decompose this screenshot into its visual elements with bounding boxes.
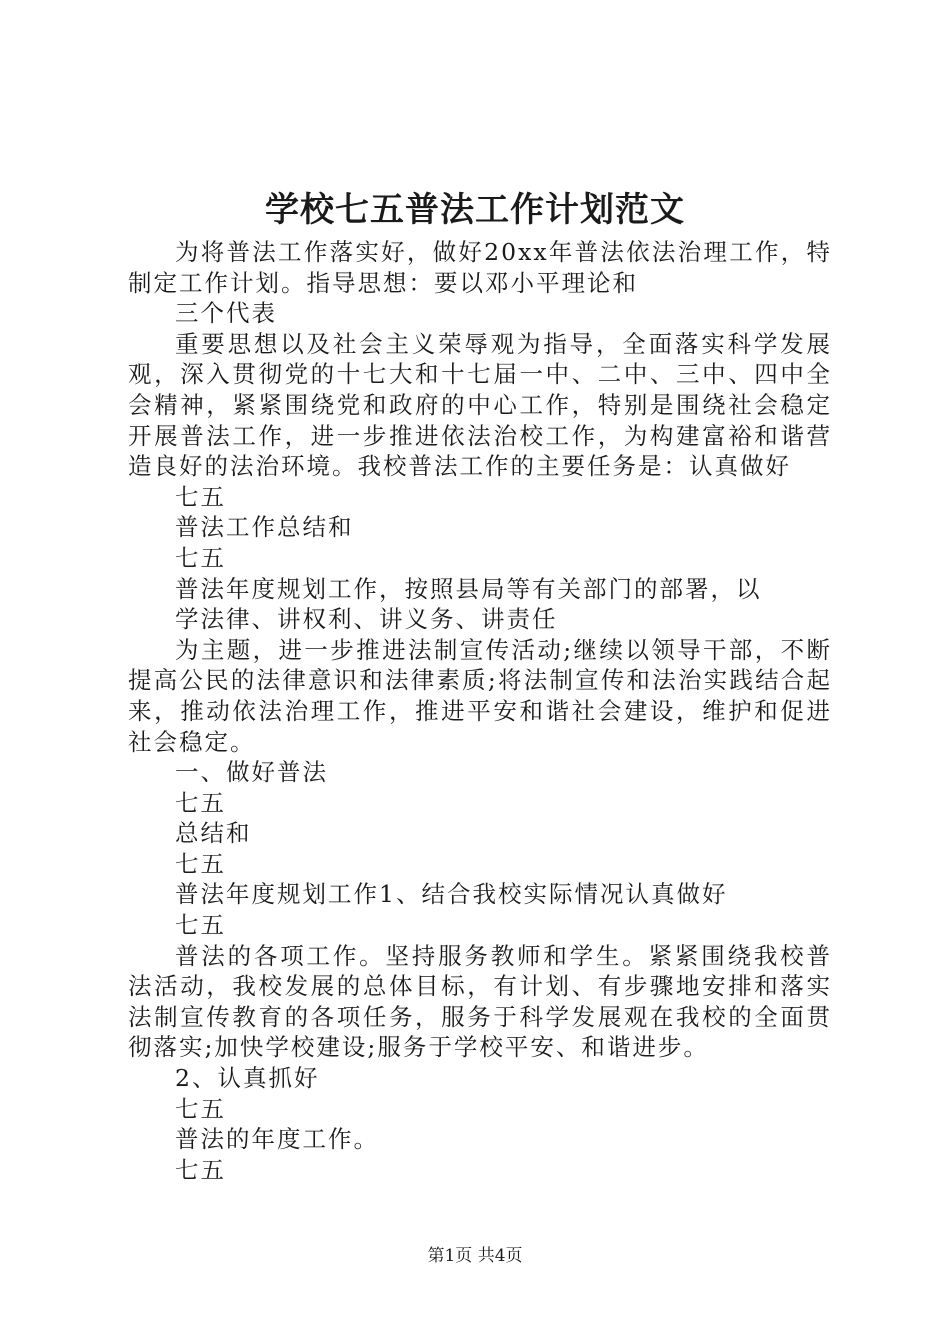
paragraph: 七五 <box>175 482 226 511</box>
paragraph: 普法的年度工作。 <box>175 1125 379 1154</box>
paragraph: 三个代表 <box>175 299 277 328</box>
paragraph: 学法律、讲权利、讲义务、讲责任 <box>175 605 558 634</box>
paragraph: 七五 <box>175 911 226 940</box>
paragraph: 2、认真抓好 <box>175 1064 320 1093</box>
paragraph: 七五 <box>175 543 226 572</box>
paragraph: 七五 <box>175 849 226 878</box>
paragraph: 七五 <box>175 788 226 817</box>
paragraph: 普法年度规划工作，按照县局等有关部门的部署，以 <box>175 574 762 603</box>
page-footer: 第1页 共4页 <box>427 1246 523 1266</box>
paragraph: 普法年度规划工作1、结合我校实际情况认真做好 <box>175 880 728 909</box>
paragraph: 总结和 <box>175 819 252 848</box>
paragraph: 为将普法工作落实好，做好20xx年普法依法治理工作，特制定工作计划。指导思想：要以邓小平理论和 <box>128 238 832 297</box>
paragraph: 重要思想以及社会主义荣辱观为指导，全面落实科学发展观，深入贯彻党的十七大和十七届一中、二中、三中、四中全会精神，紧紧围绕党和政府的中心工作，特别是围绕社会稳定开展普法工作，进一步推进依法治校工作，为构建富裕和谐营造良好的法治环境。我校普法工作的主要任务是：认真做好 <box>128 329 832 481</box>
paragraph: 七五 <box>175 1094 226 1123</box>
paragraph: 七五 <box>175 1155 226 1184</box>
document-body <box>128 237 832 1185</box>
paragraph: 普法工作总结和 <box>175 513 354 542</box>
paragraph: 普法的各项工作。坚持服务教师和学生。紧紧围绕我校普法活动，我校发展的总体目标，有计划、有步骤地安排和落实法制宣传教育的各项任务，服务于科学发展观在我校的全面贯彻落实;加快学校建设;服务于学校平安、和谐进步。 <box>128 941 832 1062</box>
document-title: 学校七五普法工作计划范文 <box>265 190 685 230</box>
paragraph: 为主题，进一步推进法制宣传活动;继续以领导干部，不断提高公民的法律意识和法律素质;将法制宣传和法治实践结合起来，推动依法治理工作，推进平安和谐社会建设，维护和促进社会稳定。 <box>128 635 832 756</box>
paragraph: 一、做好普法 <box>175 758 328 787</box>
